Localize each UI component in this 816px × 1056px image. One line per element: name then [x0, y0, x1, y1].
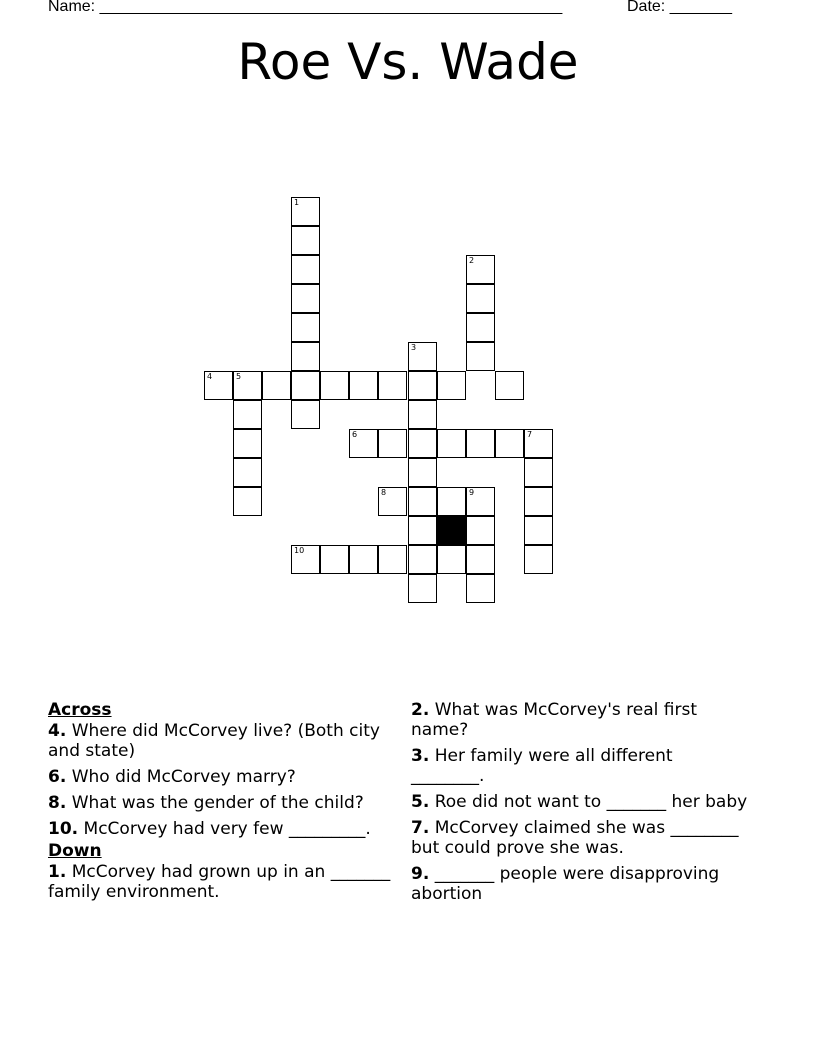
grid-cell[interactable]: [349, 545, 378, 574]
page-title: Roe Vs. Wade: [237, 33, 579, 91]
grid-cell[interactable]: [495, 371, 524, 400]
clue-across-10: [48, 819, 398, 839]
cell-number: 6: [352, 430, 358, 439]
clue-number: 2.: [411, 700, 430, 720]
grid-cell[interactable]: [466, 516, 495, 545]
clue-text: McCorvey had very few _________.: [83, 819, 371, 839]
grid-cell[interactable]: [349, 429, 378, 458]
grid-cell[interactable]: [495, 429, 524, 458]
cell-number: 5: [236, 372, 242, 381]
grid-cell[interactable]: [291, 284, 320, 313]
grid-cell[interactable]: [466, 429, 495, 458]
grid-cell[interactable]: [408, 371, 437, 400]
clue-down-9: [411, 864, 751, 904]
clue-number: 3.: [411, 746, 430, 766]
clue-down-1: [48, 862, 398, 902]
clue-text: What was the gender of the child?: [71, 793, 364, 813]
grid-cell[interactable]: [466, 313, 495, 342]
grid-cell[interactable]: [437, 545, 466, 574]
grid-cell[interactable]: [466, 545, 495, 574]
cell-number: 10: [294, 546, 305, 555]
grid-cell[interactable]: [408, 574, 437, 603]
clues-right-column: [411, 700, 751, 910]
clue-text: Her family were all different ________.: [411, 746, 673, 786]
clue-text: Where did McCorvey live? (Both city and state): [48, 721, 380, 761]
grid-cell[interactable]: [524, 545, 553, 574]
grid-cell[interactable]: [349, 371, 378, 400]
grid-cell[interactable]: [466, 255, 495, 284]
grid-cell[interactable]: [320, 545, 349, 574]
clue-number: 5.: [411, 792, 430, 812]
clue-number: 1.: [48, 862, 67, 882]
clue-down-7: [411, 818, 751, 858]
grid-cell[interactable]: [262, 371, 291, 400]
clue-text: Roe did not want to _______ her baby: [434, 792, 748, 812]
clue-text: Who did McCorvey marry?: [71, 767, 296, 787]
cell-number: 4: [207, 372, 213, 381]
grid-cell[interactable]: [466, 574, 495, 603]
grid-cell[interactable]: [437, 371, 466, 400]
grid-cell[interactable]: [466, 284, 495, 313]
clue-number: 9.: [411, 864, 430, 884]
cell-number: 3: [411, 343, 417, 352]
cell-number: 1: [294, 198, 300, 207]
clue-text: McCorvey claimed she was ________ but could prove she was.: [411, 818, 739, 858]
clue-down-2: [411, 700, 751, 740]
clue-down-3: [411, 746, 751, 786]
grid-cell[interactable]: [437, 429, 466, 458]
grid-cell[interactable]: [233, 400, 262, 429]
grid-cell[interactable]: [291, 342, 320, 371]
grid-cell[interactable]: [291, 371, 320, 400]
cell-number: 2: [469, 256, 475, 265]
clue-text: _______ people were disapproving abortion: [411, 864, 720, 904]
grid-cell[interactable]: [524, 429, 553, 458]
clue-number: 10.: [48, 819, 79, 839]
grid-cell[interactable]: [408, 400, 437, 429]
grid-cell[interactable]: [408, 429, 437, 458]
clue-number: 4.: [48, 721, 67, 741]
grid-cell[interactable]: [408, 458, 437, 487]
grid-cell[interactable]: [408, 516, 437, 545]
grid-cell[interactable]: [291, 400, 320, 429]
grid-cell[interactable]: [320, 371, 349, 400]
name-line: Name: ____________________________________________________: [48, 0, 563, 15]
grid-cell[interactable]: [233, 487, 262, 516]
clue-number: 7.: [411, 818, 430, 838]
grid-cell[interactable]: [291, 313, 320, 342]
grid-cell[interactable]: [408, 342, 437, 371]
across-heading: Across: [48, 700, 112, 720]
grid-cell[interactable]: [291, 197, 320, 226]
black-square: [437, 516, 466, 545]
grid-cell[interactable]: [233, 371, 262, 400]
grid-cell[interactable]: [378, 371, 407, 400]
grid-cell[interactable]: [291, 255, 320, 284]
clue-down-5: [411, 792, 751, 812]
grid-cell[interactable]: [524, 516, 553, 545]
grid-cell[interactable]: [204, 371, 233, 400]
cell-number: 8: [381, 488, 387, 497]
grid-cell[interactable]: [233, 458, 262, 487]
grid-cell[interactable]: [437, 487, 466, 516]
clue-across-6: [48, 767, 398, 787]
grid-cell[interactable]: [378, 429, 407, 458]
clue-across-4: [48, 721, 398, 761]
grid-cell[interactable]: [524, 487, 553, 516]
down-heading: Down: [48, 841, 102, 861]
clue-text: McCorvey had grown up in an _______ family environment.: [48, 862, 391, 902]
cell-number: 9: [469, 488, 475, 497]
grid-cell[interactable]: [291, 545, 320, 574]
cell-number: 7: [527, 430, 533, 439]
grid-cell[interactable]: [378, 487, 407, 516]
grid-cell[interactable]: [378, 545, 407, 574]
grid-cell[interactable]: [466, 342, 495, 371]
grid-cell[interactable]: [291, 226, 320, 255]
clues-left-column: [48, 700, 398, 908]
grid-cell[interactable]: [466, 487, 495, 516]
clue-number: 8.: [48, 793, 67, 813]
clue-text: What was McCorvey's real first name?: [411, 700, 697, 740]
clue-number: 6.: [48, 767, 67, 787]
clue-across-8: [48, 793, 398, 813]
date-line: Date: _______: [627, 0, 732, 15]
grid-cell[interactable]: [408, 545, 437, 574]
grid-cell[interactable]: [233, 429, 262, 458]
grid-cell[interactable]: [408, 487, 437, 516]
grid-cell[interactable]: [524, 458, 553, 487]
